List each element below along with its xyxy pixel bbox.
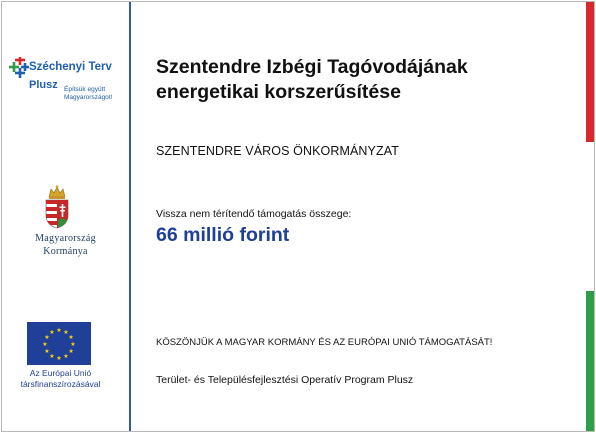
svg-text:★: ★	[68, 348, 74, 355]
beneficiary-name: SZENTENDRE VÁROS ÖNKORMÁNYZAT	[156, 144, 399, 158]
svg-text:★: ★	[44, 348, 50, 355]
project-title-line2: energetikai korszerűsítése	[156, 81, 401, 103]
eu-caption-line2: társfinanszírozásával	[20, 379, 101, 389]
slogan-line1: Építsük együtt	[64, 86, 106, 93]
svg-text:★: ★	[63, 353, 69, 361]
svg-text:★: ★	[49, 353, 55, 361]
vertical-divider	[129, 2, 131, 431]
svg-text:★: ★	[42, 341, 48, 348]
funding-amount: 66 millió forint	[156, 224, 290, 246]
thanks-text: KÖSZÖNJÜK A MAGYAR KORMÁNY ÉS AZ EURÓPAI UNIÓ TÁMOGATÁSÁT!	[156, 337, 493, 348]
billboard-frame	[1, 1, 595, 432]
government-name-line2: Kormánya	[43, 246, 88, 257]
svg-text:★: ★	[68, 334, 74, 341]
szechenyi-slogan	[64, 86, 112, 102]
flag-red-stripe	[586, 2, 594, 142]
svg-text:★: ★	[56, 327, 62, 334]
szechenyi-plus: Plusz	[29, 79, 58, 91]
project-title	[156, 55, 566, 105]
government-name-line1: Magyarország	[35, 233, 96, 244]
eu-flag-icon	[27, 322, 91, 365]
szechenyi-name: Széchenyi Terv	[29, 61, 112, 73]
svg-text:★: ★	[63, 328, 69, 336]
project-title-line1: Szentendre Izbégi Tagóvodájának	[156, 56, 468, 78]
svg-text:★: ★	[70, 341, 76, 348]
coat-of-arms-icon	[42, 185, 72, 229]
flag-green-stripe	[586, 291, 594, 431]
eu-caption-line1: Az Európai Unió	[29, 368, 92, 378]
program-name: Terület- és Településfejlesztési Operatív Program Plusz	[156, 374, 414, 386]
slogan-line2: Magyarországot!	[64, 94, 113, 101]
funding-label: Vissza nem térítendő támogatás összege:	[156, 208, 352, 220]
svg-text:★: ★	[56, 355, 62, 362]
svg-text:★: ★	[49, 328, 55, 336]
svg-text:★: ★	[44, 334, 50, 341]
